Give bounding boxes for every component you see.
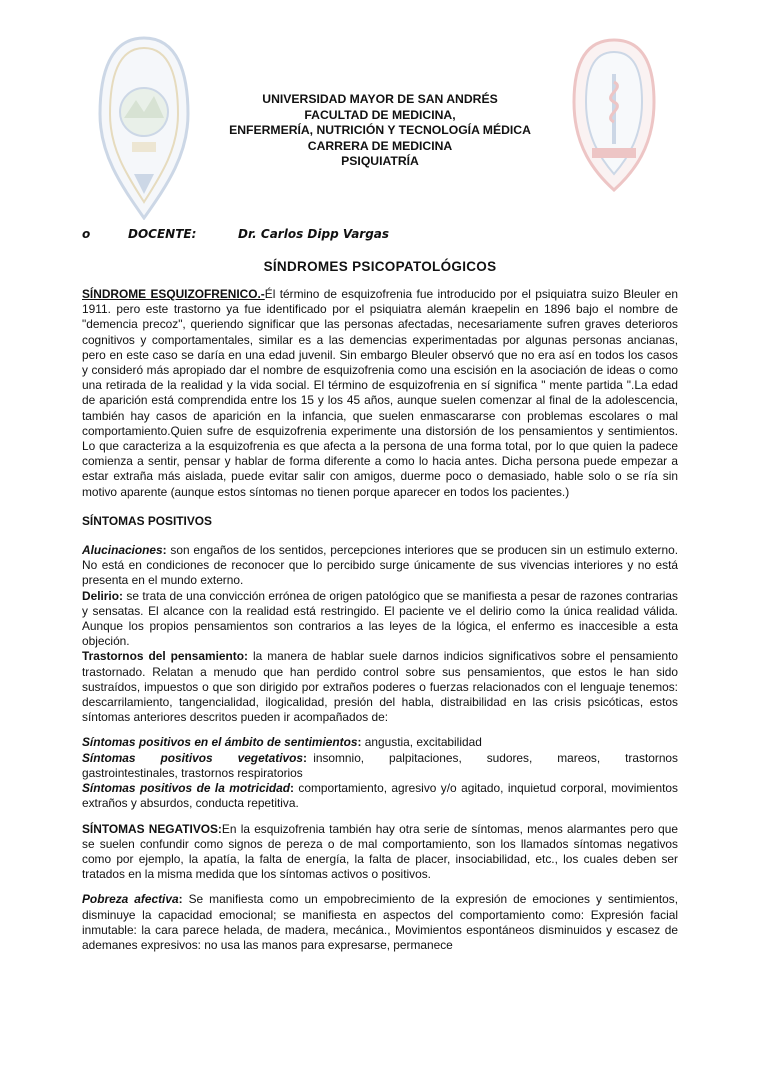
pobreza-term: Pobreza afectiva [82,892,179,907]
alucinaciones-text: son engaños de los sentidos, percepciones interiores que se producen sin un estimulo externo. No está en condiciones de reconocer que lo percibido surge únicamente de sus vivencias interiores y no está presenta en el mundo externo. [82,543,678,588]
university-name: UNIVERSIDAD MAYOR DE SAN ANDRÉS [262,92,498,106]
sintomas-positivos-heading: SÍNTOMAS POSITIVOS [82,513,212,528]
esquizofrenia-heading: SÍNDROME ESQUIZOFRENICO.- [82,287,265,301]
sentimientos-term: Síntomas positivos en el ámbito de sentimientos [82,735,358,750]
trastornos-term: Trastornos del pensamiento: [82,649,248,664]
motricidad-term: Síntomas positivos de la motricidad [82,781,291,796]
delirio-paragraph [82,589,678,650]
career-name: CARRERA DE MEDICINA [307,138,453,153]
vegetativos-colon: : [303,750,307,765]
subject-name: PSIQUIATRÍA [341,154,419,169]
negativos-text: En la esquizofrenia también hay otra serie de síntomas, menos alarmantes pero que se suelen confundir como signos de pereza o de mal comportamiento, son los llamados síntomas negativos como por ejemplo, la apatía, la falta de energía, la falta de placer, insociabilidad, etc., los cuales deben ser tratados en la misma medida que los síntomas activos o positivos. [82,821,678,882]
esquizofrenia-text: Él término de esquizofrenia fue introducido por el psiquiatra suizo Bleuler en 1911. pero este trastorno ya fue identificado por el psiquiatra alemán kraepelin en 1896 bajo el nombre de "demencia precoz", queriendo significar que las personas afectadas, necesariamente sufren graves deterioros cognitivos y comportamentales, similar es a las demencias experimentadas por algunas personas ancianas, pero en este caso se daría en una edad juvenil. Sin embargo Bleuler observó que no era así en todos los casos y consideró más apropiado dar el nombre de esquizofrenia como una escisión en la asociación de ideas o como una retirada de la realidad y la vida social. El término de esquizofrenia en sí significa " mente partida ".La edad de aparición está comprendida entre los 15 y los 45 años, aunque suelen comenzar al final de la adolescencia, también hay casos de aparición en la infancia, que suelen enmascararse con problemas escolares o mal comportamiento.Quien sufre de esquizofrenia experimente una distorsión de los pensamientos y sentimientos. Lo que caracteriza a la esquizofrenia es que afecta a la persona de una forma total, por lo que quien la padece comienza a sentir, pensar y hablar de forma diferente a como lo hacia antes. Dicha persona puede empezar a estar extraña más aislada, puede evitar salir con amigos, duerme poco o demasiado, hable solo o se ría sin motivo aparente (aunque estos síntomas no tienen porque aparecer en todos los pacientes.) [82,287,678,499]
negativos-paragraph [82,822,678,883]
docente-name: Dr. Carlos Dipp Vargas [238,227,390,241]
pobreza-colon: : [178,892,183,907]
university-seal-logo [98,34,190,220]
motricidad-paragraph [82,781,678,811]
docente-label: DOCENTE: [128,227,197,241]
alucinaciones-colon: : [162,543,167,558]
docente-line [82,227,682,245]
motricidad-colon: : [290,781,294,796]
vegetativos-term: Síntomas positivos vegetativos [82,750,304,765]
vegetativos-paragraph [82,750,682,781]
sentimientos-paragraph [82,735,678,750]
alucinaciones-term: Alucinaciones [82,543,163,558]
motricidad-text: comportamiento, agresivo y/o agitado, inquietud corporal, movimientos extraños y absurdos, conducta repetitiva. [82,781,678,811]
document-body [82,287,682,953]
faculty-name: FACULTAD DE MEDICINA, [304,107,456,122]
delirio-term: Delirio: [82,588,123,603]
document-title: SÍNDROMES PSICOPATOLÓGICOS [263,259,497,274]
trastornos-paragraph [82,649,678,725]
delirio-text: se trata de una convicción errónea de origen patológico que se manifiesta a pesar de razones contrarias y sensatas. El alcance con la realidad está restringido. El paciente ve el delirio como la única realidad válida. Aunque los propios pensamientos son contrarios a las leyes de la lógica, el enfermo es inaccesible a esta objeción. [82,588,678,649]
bullet-marker: o [82,227,91,241]
alucinaciones-paragraph [82,543,678,589]
sintomas-negativos-heading: SÍNTOMAS NEGATIVOS: [82,821,222,836]
esquizofrenia-paragraph [82,287,678,500]
institution-header [180,92,580,170]
sentimientos-text: angustia, excitabilidad [361,735,482,750]
pobreza-paragraph [82,892,678,953]
sentimientos-colon: : [357,735,362,750]
pobreza-text: Se manifiesta como un empobrecimiento de la expresión de emociones y sentimientos, disminuye la capacidad emocional; se manifiesta en aspectos del comportamiento como: Expresión facial inmutable: la cara parece helada, de madera, mecánica., Movimientos espontáneos disminuidos y escasez de ademanes expresivos: no usa las manos para expresarse, permanece [82,892,679,952]
vegetativos-text: insomnio, palpitaciones, sudores, mareos, trastornos gastrointestinales, trastornos respiratorios [82,750,682,780]
faculty-of-medicine-seal-logo [570,36,658,194]
trastornos-text: la manera de hablar suele darnos indicios significativos sobre el pensamiento trastornado. Relatan a menudo que han perdido control sobre sus pensamientos, que estos le han sido sustraídos, impuestos o que son dirigido por extraños poderes o fuerzas relacionados con el lenguaje tenemos: descarrilamiento, tangencialidad, ilogicalidad, presión del habla, distraibilidad en las crisis psicóticas, estos síntomas anteriores descritos pueden ir acompañados de: [82,649,678,725]
faculty-departments: ENFERMERÍA, NUTRICIÓN Y TECNOLOGÍA MÉDICA [229,123,531,138]
